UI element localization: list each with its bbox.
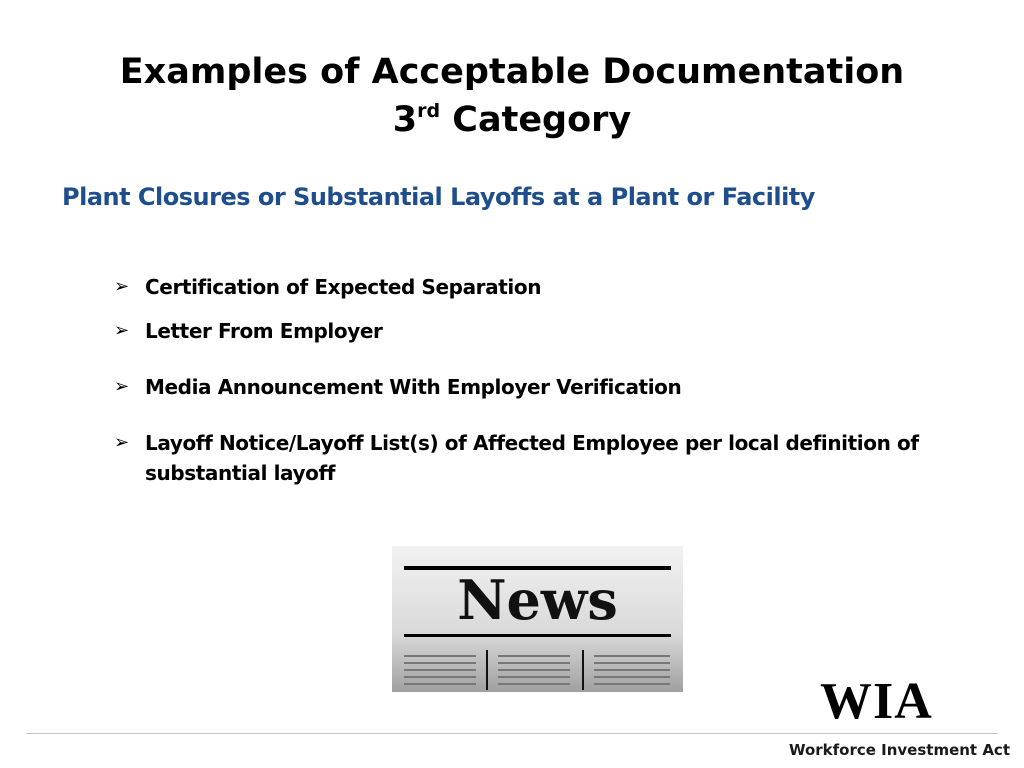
newspaper-column-divider bbox=[486, 650, 488, 690]
bullet-text: Media Announcement With Employer Verification bbox=[145, 375, 682, 399]
newspaper-headline: News bbox=[457, 568, 618, 632]
bullet-item bbox=[114, 316, 994, 346]
arrow-bullet-icon: ➢ bbox=[114, 432, 129, 453]
footer-divider bbox=[26, 733, 998, 734]
title-ordinal-suffix: rd bbox=[417, 100, 441, 122]
title-category-word: Category bbox=[440, 100, 632, 140]
wia-logo: WIA bbox=[820, 673, 933, 730]
newspaper-column bbox=[498, 650, 570, 690]
arrow-bullet-icon: ➢ bbox=[114, 376, 129, 397]
newspaper-image bbox=[392, 546, 683, 692]
title-line-2 bbox=[0, 96, 1024, 144]
title-line-1: Examples of Acceptable Documentation bbox=[119, 52, 905, 92]
newspaper-column bbox=[404, 650, 476, 690]
footer-text: Workforce Investment Act bbox=[788, 741, 1010, 759]
bullet-item bbox=[114, 372, 994, 402]
newspaper-column-divider bbox=[582, 650, 584, 690]
newspaper-column bbox=[594, 650, 670, 690]
bullet-text: Certification of Expected Separation bbox=[145, 275, 542, 299]
bullet-list bbox=[114, 272, 994, 488]
title-ordinal-number: 3 bbox=[392, 100, 418, 140]
slide-subtitle: Plant Closures or Substantial Layoffs at a Plant or Facility bbox=[62, 183, 815, 211]
arrow-bullet-icon: ➢ bbox=[114, 320, 129, 341]
slide-title bbox=[0, 48, 1024, 144]
bullet-item bbox=[114, 428, 994, 488]
bullet-item bbox=[114, 272, 994, 302]
bullet-text: Layoff Notice/Layoff List(s) of Affected Employee per local definition of substantial layoff bbox=[145, 431, 919, 485]
bullet-text: Letter From Employer bbox=[145, 319, 383, 343]
arrow-bullet-icon: ➢ bbox=[114, 276, 129, 297]
newspaper-bottom-rule bbox=[404, 634, 671, 637]
